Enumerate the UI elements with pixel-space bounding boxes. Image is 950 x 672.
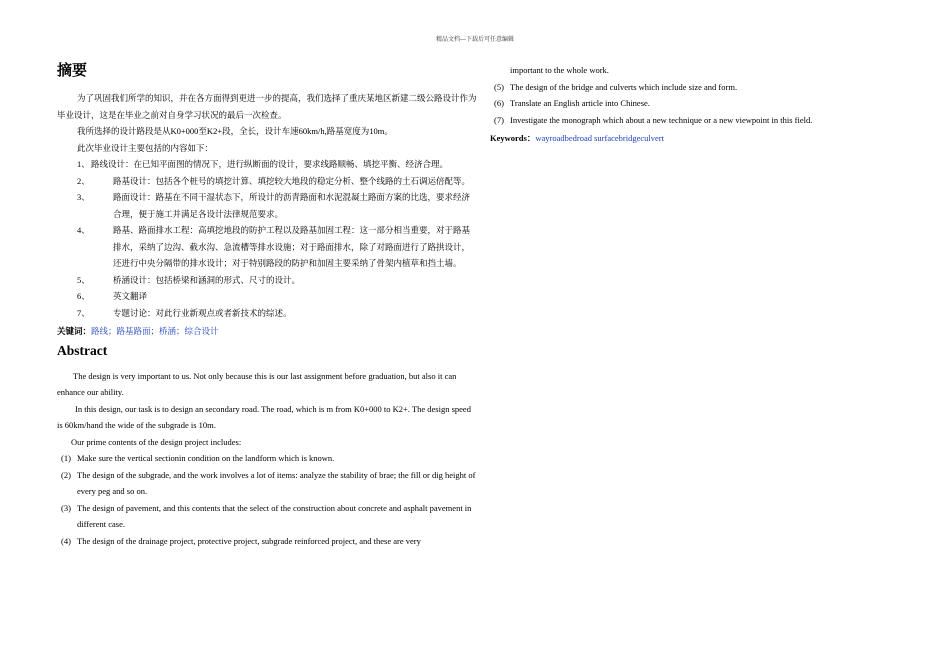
- en-list-item: [57, 467, 477, 500]
- cn-list-text: 路面设计：路基在不同干湿状态下，所设计的沥青路面和水泥混凝土路面方案的比选，要求经济合理，便于施工并满足各设计法律规范要求。: [113, 192, 471, 219]
- cn-list-text: 路基、路面排水工程：高填挖地段的防护工程以及路基加固工程：这一部分相当重要，对于路基排水，采纳了边沟、截水沟、急流槽等排水设施；对于路面排水，除了对路面进行了路拱设计，还进行中央分隔带的排水设计；对于特别路段的防护和加固主要采纳了骨架内植草和挡土墙。: [113, 225, 471, 268]
- en-list-number: (7): [494, 114, 504, 125]
- cn-list-text: 专题讨论：对此行业新观点或者新技术的综述。: [113, 307, 292, 318]
- cn-list-item: [57, 305, 477, 322]
- cn-paragraph: 此次毕业设计主要包括的内容如下：: [77, 142, 214, 153]
- en-list-text: The design of the bridge and culverts which include size and form.: [510, 81, 738, 92]
- cn-list-text: 英文翻译: [113, 291, 148, 301]
- cn-list-item: [57, 222, 477, 272]
- en-list-text: The design of the drainage project, protective project, subgrade reinforced project, and these are very: [77, 535, 421, 546]
- en-list-item: [57, 500, 477, 533]
- en-list-item: [57, 533, 477, 550]
- cn-list-item: [57, 272, 477, 289]
- en-keywords: [490, 130, 890, 147]
- cn-keywords-value: 路线；路基路面；桥涵；综合设计: [91, 326, 219, 336]
- left-column: [57, 62, 477, 549]
- cn-list-number: 7、: [77, 307, 90, 318]
- en-list-item: [490, 79, 890, 96]
- en-list-continuation: important to the whole work.: [510, 65, 609, 75]
- cn-list-text: 路线设计：在已知平面图的情况下，进行纵断面的设计，要求线路顺畅、填挖平衡、经济合理。: [91, 159, 449, 169]
- en-list-number: (5): [494, 81, 504, 92]
- en-list-text: Make sure the vertical sectionin condition on the landform which is known.: [77, 453, 335, 463]
- cn-list-item: [57, 156, 477, 173]
- cn-list-number: 3、: [77, 192, 90, 202]
- cn-list-number: 4、: [77, 225, 90, 235]
- en-list-number: (1): [61, 453, 71, 463]
- cn-list-item: [57, 173, 477, 190]
- en-list-item: [490, 112, 890, 129]
- page-header: 精品文档---下载后可任意编辑: [436, 37, 514, 43]
- en-list-item: [57, 450, 477, 467]
- abstract-cn-heading: 摘要: [57, 63, 88, 79]
- en-list-item: [490, 95, 890, 112]
- cn-list-number: 6、: [77, 291, 90, 301]
- en-keywords-value: wayroadbedroad surfacebridgeculvert: [535, 133, 664, 143]
- en-list-number: (6): [494, 98, 504, 108]
- abstract-en-heading: Abstract: [57, 342, 108, 358]
- cn-list-number: 1、: [77, 159, 90, 169]
- cn-list-item: [57, 288, 477, 305]
- cn-list-text: 路基设计：包括各个桩号的填挖计算、填挖较大地段的稳定分析、整个线路的土石调运倍配等。: [113, 175, 471, 186]
- en-list-text: Translate an English article into Chinese.: [510, 98, 650, 108]
- en-list-text: Investigate the monograph which about a new technique or a new viewpoint in this field.: [510, 114, 813, 125]
- en-list-number: (3): [61, 502, 71, 513]
- cn-list-number: 5、: [77, 274, 90, 285]
- en-list-number: (4): [61, 535, 71, 546]
- cn-paragraph: 为了巩固我们所学的知识，并在各方面得到更进一步的提高，我们选择了重庆某地区新建二级公路设计作为毕业设计，这是在毕业之前对自身学习状况的最后一次检查。: [57, 93, 477, 120]
- en-paragraph: Our prime contents of the design project includes:: [71, 436, 242, 447]
- en-list-text: The design of pavement, and this contents that the select of the construction about concrete and asphalt pavement in different case.: [77, 502, 472, 529]
- right-column: [490, 62, 890, 147]
- cn-list-number: 2、: [77, 175, 90, 186]
- en-paragraph: The design is very important to us. Not only because this is our last assignment before graduation, but also it can enhance our ability.: [57, 370, 457, 397]
- cn-list-text: 桥涵设计：包括桥梁和涵洞的形式、尺寸的设计。: [113, 274, 301, 285]
- cn-paragraph: 我所选择的设计路段是从K0+000至K2+段，全长，设计车速60km/h,路基宽度为10m。: [77, 126, 393, 136]
- cn-list-item: [57, 189, 477, 222]
- cn-keywords: [57, 323, 477, 340]
- cn-keywords-label: 关键词：: [57, 326, 92, 336]
- en-keywords-label: Keywords：: [490, 133, 536, 143]
- en-list-number: (2): [61, 469, 71, 480]
- en-paragraph: In this design, our task is to design an secondary road. The road, which is m from K0+000 to K2+. The design speed is 60km/hand the wide of the subgrade is 10m.: [57, 403, 471, 430]
- en-list-text: The design of the subgrade, and the work involves a lot of items: analyze the stability of brae; the fill or dig height of every peg and so on.: [77, 469, 476, 496]
